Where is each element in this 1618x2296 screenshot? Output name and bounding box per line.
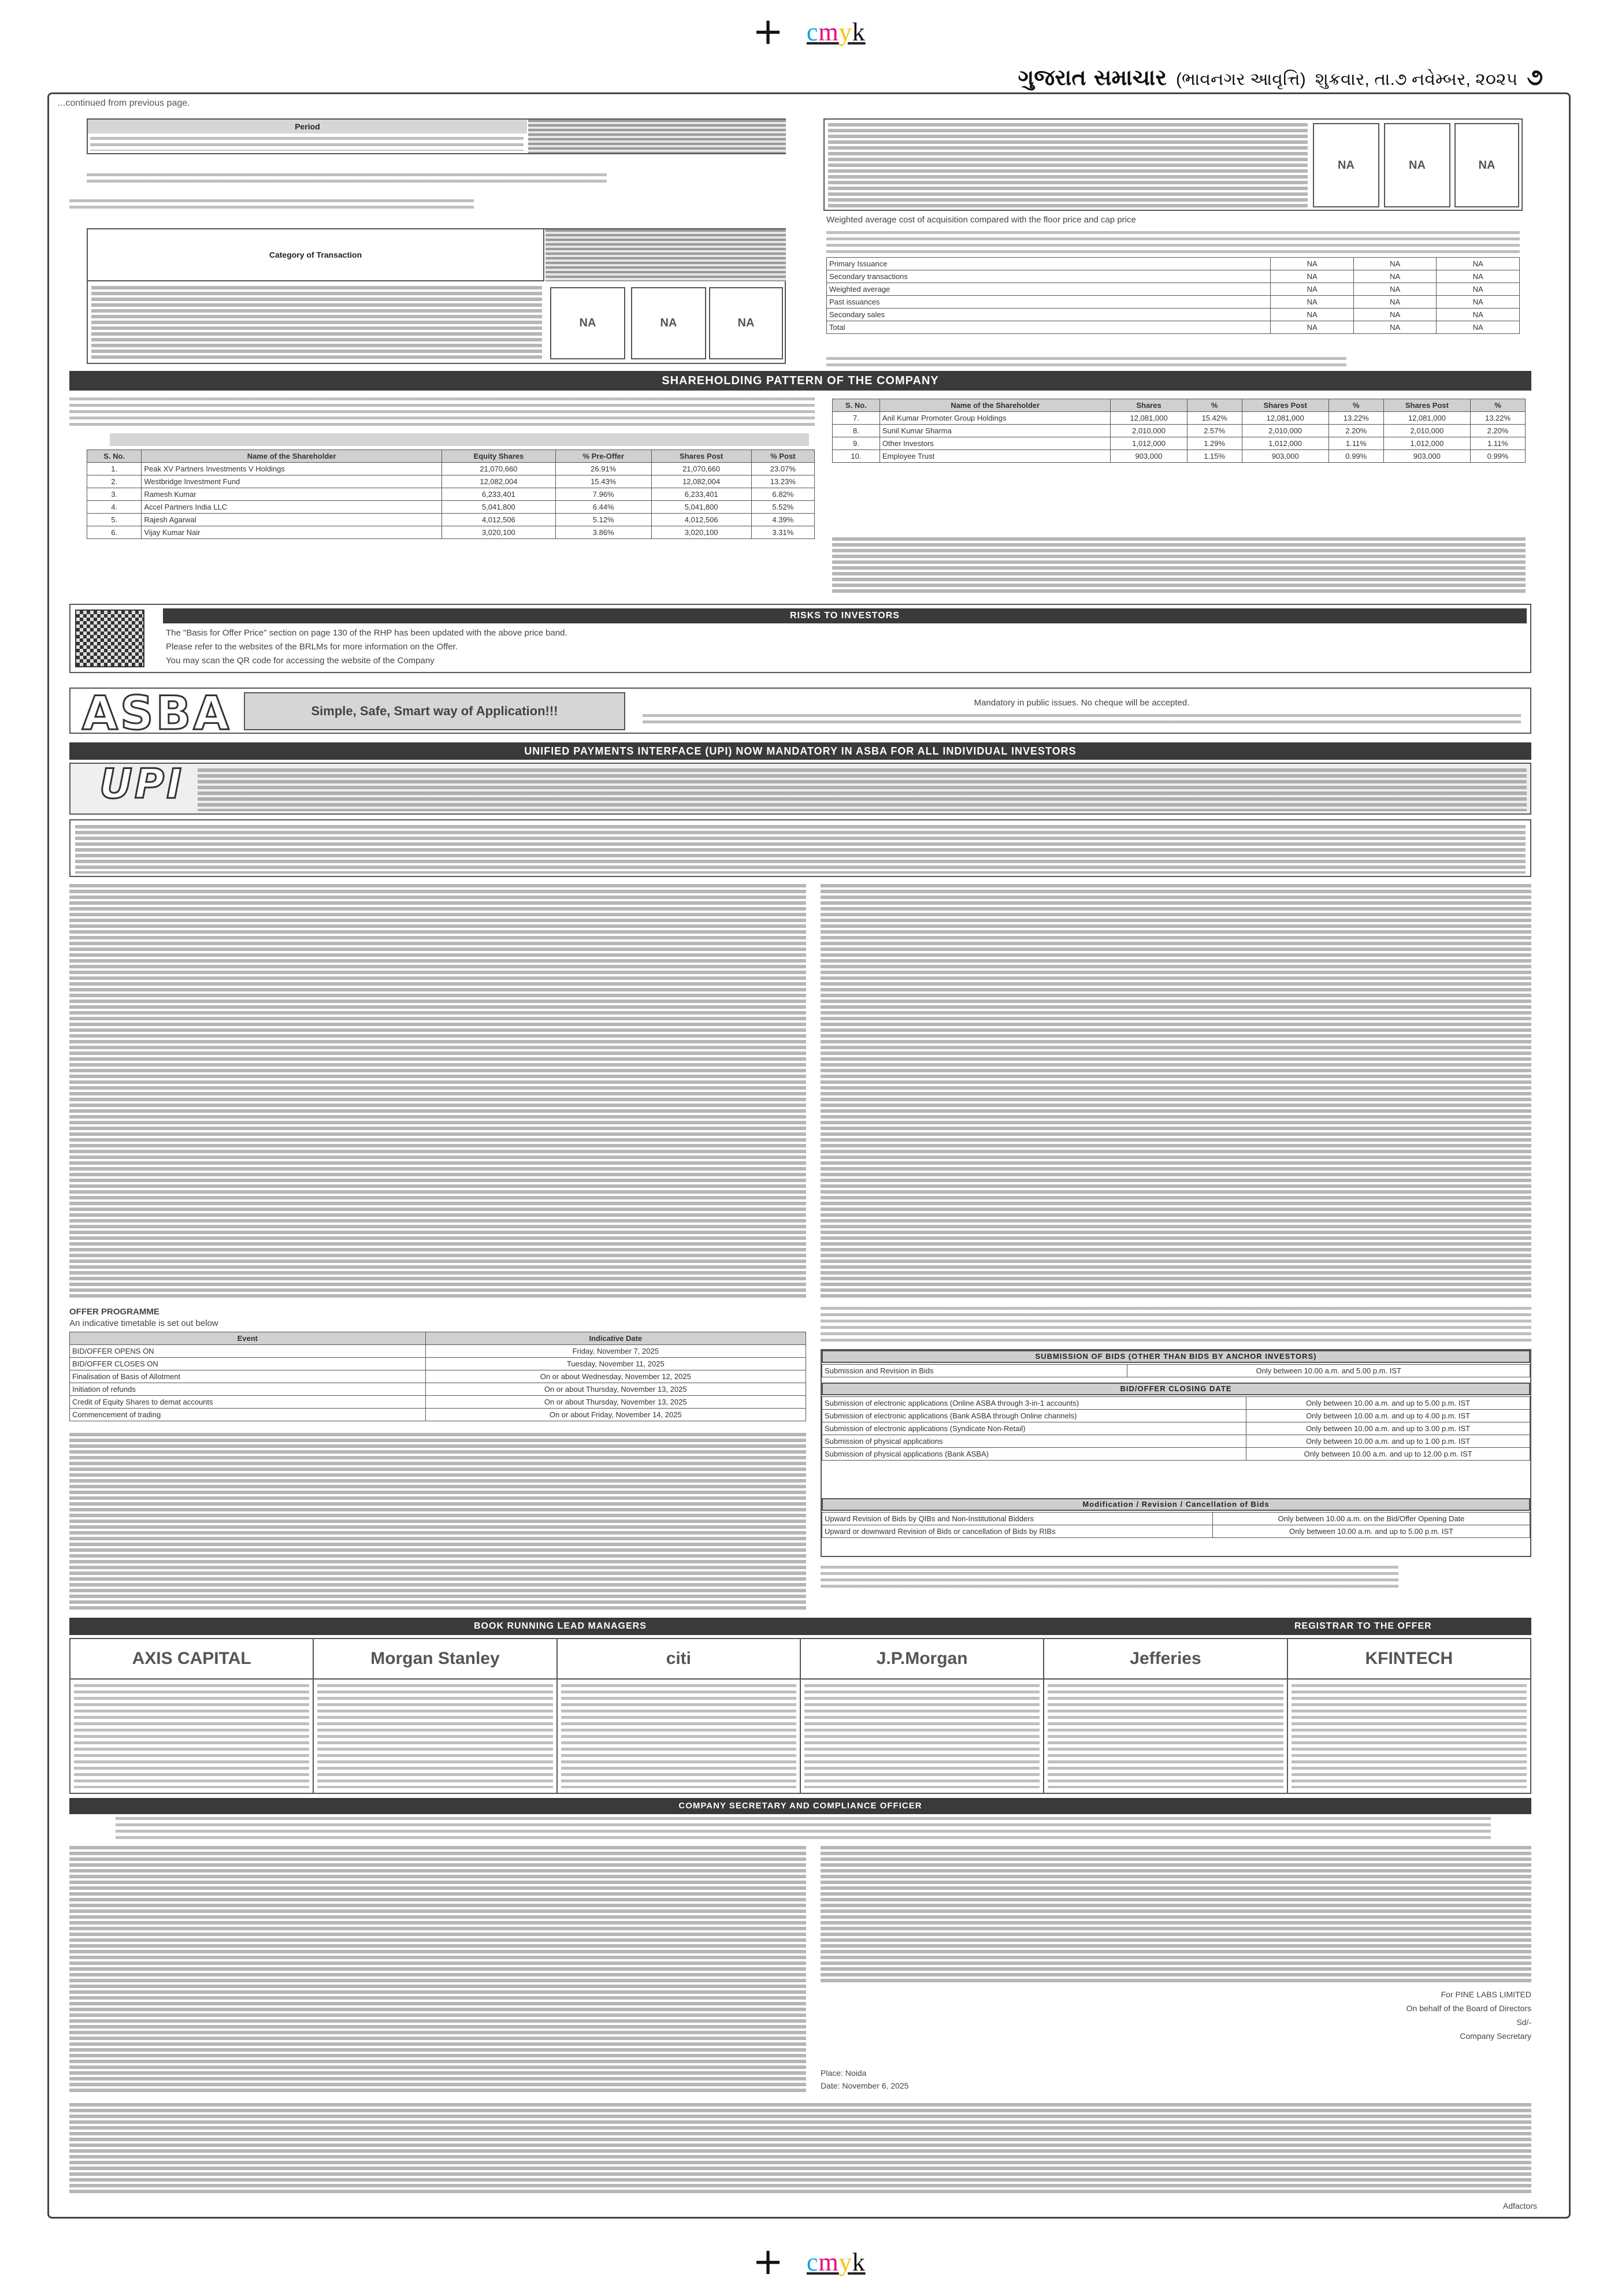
- page-number: ૭: [1527, 65, 1543, 90]
- table-cell: 21,070,660: [441, 463, 555, 475]
- table-cell: Total: [827, 321, 1271, 334]
- table-cell: 5.: [87, 514, 142, 526]
- table-row: [833, 450, 1526, 463]
- risk-line-2: Please refer to the websites of the BRLMs for more information on the Offer.: [166, 642, 458, 652]
- bid-schedule-head: SUBMISSION OF BIDS (OTHER THAN BIDS BY ANCHOR INVESTORS): [822, 1350, 1530, 1363]
- table-cell: Commencement of trading: [70, 1409, 426, 1421]
- column-header: %: [1328, 399, 1383, 412]
- column-header: S. No.: [833, 399, 880, 412]
- table-cell: Other Investors: [879, 437, 1110, 450]
- manager-logos: [70, 1639, 1530, 1680]
- table-cell: 21,070,660: [651, 463, 751, 475]
- table-cell: Only between 10.00 a.m. and up to 3.00 p.m. IST: [1246, 1422, 1530, 1435]
- table-cell: NA: [1353, 283, 1437, 296]
- table-cell: 3,020,100: [651, 526, 751, 539]
- table-cell: On or about Wednesday, November 12, 2025: [425, 1370, 806, 1383]
- table-cell: 6.: [87, 526, 142, 539]
- table-cell: Submission of physical applications: [822, 1435, 1246, 1448]
- table-cell: NA: [1437, 296, 1520, 309]
- table-row: [827, 296, 1520, 309]
- table-cell: Upward Revision of Bids by QIBs and Non-Institutional Bidders: [822, 1513, 1213, 1525]
- manager-logo: J.P.Morgan: [801, 1639, 1044, 1678]
- cmyk-mark: cmyk: [806, 17, 866, 46]
- table-cell: 13.22%: [1471, 412, 1526, 425]
- qr-code-icon: [75, 610, 144, 667]
- table-cell: 12,082,004: [651, 475, 751, 488]
- table-cell: NA: [1353, 296, 1437, 309]
- table-cell: Friday, November 7, 2025: [425, 1345, 806, 1358]
- table-cell: 26.91%: [555, 463, 651, 475]
- table-row: [87, 488, 815, 501]
- table-cell: Only between 10.00 a.m. and up to 5.00 p.m. IST: [1213, 1525, 1530, 1538]
- na-cell: NA: [1454, 123, 1519, 207]
- table-cell: Weighted average: [827, 283, 1271, 296]
- table-cell: Only between 10.00 a.m. and up to 1.00 p.m. IST: [1246, 1435, 1530, 1448]
- table-cell: NA: [1271, 283, 1354, 296]
- table-row: [827, 270, 1520, 283]
- registrar-title: REGISTRAR TO THE OFFER: [1294, 1621, 1432, 1631]
- table-cell: 6,233,401: [441, 488, 555, 501]
- risk-line-1: The "Basis for Offer Price" section on page 130 of the RHP has been updated with the above price band.: [166, 628, 567, 638]
- table-cell: Peak XV Partners Investments V Holdings: [142, 463, 442, 475]
- table-cell: NA: [1271, 321, 1354, 334]
- waca-box: [823, 118, 1523, 211]
- table-cell: Employee Trust: [879, 450, 1110, 463]
- table-cell: 9.: [833, 437, 880, 450]
- table-row: [70, 1345, 806, 1358]
- table-cell: Submission of electronic applications (Online ASBA through 3-in-1 accounts): [822, 1397, 1246, 1410]
- column-header: Shares Post: [1242, 399, 1328, 412]
- table-row: [822, 1422, 1530, 1435]
- table-cell: BID/OFFER OPENS ON: [70, 1345, 426, 1358]
- column-header: Name of the Shareholder: [879, 399, 1110, 412]
- manager-contact: [1288, 1680, 1530, 1793]
- table-row: [822, 1410, 1530, 1422]
- table-row: [827, 258, 1520, 270]
- table-cell: Tuesday, November 11, 2025: [425, 1358, 806, 1370]
- na-cell: NA: [709, 287, 783, 359]
- bid-footnotes: [821, 1566, 1398, 1589]
- table-cell: NA: [1353, 270, 1437, 283]
- manager-logo: KFINTECH: [1365, 1649, 1453, 1668]
- upi-box: [69, 760, 1531, 815]
- table-cell: Primary Issuance: [827, 258, 1271, 270]
- table-cell: Only between 10.00 a.m. and up to 12.00 p.m. IST: [1246, 1448, 1530, 1461]
- na-cell: NA: [550, 287, 625, 359]
- table-cell: 0.99%: [1471, 450, 1526, 463]
- registration-marks-bottom: [0, 2242, 1618, 2282]
- body-text-1: [87, 173, 607, 186]
- table-cell: 2.: [87, 475, 142, 488]
- table-cell: On or about Thursday, November 13, 2025: [425, 1396, 806, 1409]
- shareholding-banner: SHAREHOLDING PATTERN OF THE COMPANY: [69, 371, 1531, 391]
- table-row: [87, 463, 815, 475]
- asba-right-text: Mandatory in public issues. No cheque will be accepted.: [974, 698, 1190, 708]
- sign-name: Company Secretary: [1460, 2031, 1531, 2041]
- table-cell: 903,000: [1242, 450, 1328, 463]
- table-cell: 7.96%: [555, 488, 651, 501]
- table-cell: 15.42%: [1187, 412, 1242, 425]
- column-header: Shares Post: [651, 450, 751, 463]
- sign-for: For PINE LABS LIMITED: [1441, 1990, 1531, 1999]
- table-cell: Only between 10.00 a.m. and up to 4.00 p.m. IST: [1246, 1410, 1530, 1422]
- table-cell: 15.43%: [555, 475, 651, 488]
- table-cell: NA: [1437, 258, 1520, 270]
- manager-contact: [558, 1680, 801, 1793]
- table-cell: 3.: [87, 488, 142, 501]
- masthead: [1018, 65, 1543, 91]
- offer-program-subtitle: An indicative timetable is set out below: [69, 1318, 218, 1328]
- table-row: [833, 412, 1526, 425]
- table-row: [70, 1396, 806, 1409]
- shareholding-intro: [69, 397, 815, 429]
- table-row: [70, 1383, 806, 1396]
- table-cell: 2,010,000: [1383, 425, 1470, 437]
- table-cell: Submission and Revision in Bids: [822, 1365, 1127, 1377]
- bid-closing-head: BID/OFFER CLOSING DATE: [822, 1383, 1530, 1395]
- shareholding-table-right: [832, 399, 1526, 463]
- table-cell: 6.82%: [751, 488, 814, 501]
- table-cell: 5.52%: [751, 501, 814, 514]
- table-row: [87, 501, 815, 514]
- table-cell: Rajesh Agarwal: [142, 514, 442, 526]
- table-row: [70, 1370, 806, 1383]
- table-cell: 13.22%: [1328, 412, 1383, 425]
- body-text-2: [69, 199, 474, 212]
- table-cell: NA: [1437, 270, 1520, 283]
- manager-logo: Jefferies: [1044, 1639, 1287, 1678]
- table-cell: Sunil Kumar Sharma: [879, 425, 1110, 437]
- edition: (ભાવનગર આવૃત્તિ): [1176, 70, 1306, 89]
- table-cell: Submission of physical applications (Bank ASBA): [822, 1448, 1246, 1461]
- table-cell: Secondary transactions: [827, 270, 1271, 283]
- table-cell: 1,012,000: [1383, 437, 1470, 450]
- table-cell: NA: [1271, 296, 1354, 309]
- column-header: Indicative Date: [425, 1332, 806, 1345]
- cmyk-mark: cmyk: [806, 2247, 866, 2276]
- table-cell: Credit of Equity Shares to demat accounts: [70, 1396, 426, 1409]
- sign-on-behalf: On behalf of the Board of Directors: [1406, 2004, 1531, 2013]
- transaction-table: [87, 228, 786, 364]
- table-row: [70, 1409, 806, 1421]
- revision-head: Modification / Revision / Cancellation of Bids: [822, 1498, 1530, 1511]
- table-cell: 12,081,000: [1242, 412, 1328, 425]
- table-cell: 1.11%: [1471, 437, 1526, 450]
- table-row: [822, 1365, 1530, 1377]
- table-cell: 5,041,800: [651, 501, 751, 514]
- table-cell: NA: [1437, 309, 1520, 321]
- table-cell: 2,010,000: [1111, 425, 1187, 437]
- table-row: [822, 1435, 1530, 1448]
- continued-note: ...continued from previous page.: [58, 98, 190, 108]
- issue-date: શુક્રવાર, તા.૭ નવેમ્બર, ૨૦૨૫: [1315, 70, 1518, 89]
- table-cell: 23.07%: [751, 463, 814, 475]
- agency-credit: Adfactors: [1502, 2201, 1537, 2210]
- table-row: [822, 1525, 1530, 1538]
- table-cell: Only between 10.00 a.m. on the Bid/Offer Opening Date: [1213, 1513, 1530, 1525]
- table-cell: 2.20%: [1471, 425, 1526, 437]
- table-cell: NA: [1353, 309, 1437, 321]
- table-cell: Submission of electronic applications (Bank ASBA through Online channels): [822, 1410, 1246, 1422]
- table-row: [822, 1397, 1530, 1410]
- table-cell: NA: [1353, 321, 1437, 334]
- table-row: [87, 475, 815, 488]
- column-header: % Pre-Offer: [555, 450, 651, 463]
- waca-table: [826, 257, 1520, 334]
- sign-place: Place: Noida: [821, 2068, 867, 2078]
- na-cell: NA: [631, 287, 706, 359]
- table-cell: NA: [1353, 258, 1437, 270]
- table-cell: 2.20%: [1328, 425, 1383, 437]
- signature-block: [1271, 1987, 1531, 2043]
- paper-name: ગુજરાત સમાચાર: [1018, 65, 1167, 90]
- manager-contact: [314, 1680, 557, 1793]
- table-cell: 8.: [833, 425, 880, 437]
- table-cell: Only between 10.00 a.m. and 5.00 p.m. IST: [1127, 1365, 1530, 1377]
- na-cell: NA: [1313, 123, 1379, 207]
- table-row: [827, 309, 1520, 321]
- registration-marks-top: [0, 12, 1618, 52]
- asba-logo: ASBA: [82, 686, 232, 740]
- disclaimer-right: [821, 1846, 1531, 1985]
- table-cell: 1,012,000: [1111, 437, 1187, 450]
- table-cell: Accel Partners India LLC: [142, 501, 442, 514]
- table-cell: 0.99%: [1328, 450, 1383, 463]
- risk-line-3: You may scan the QR code for accessing the website of the Company: [166, 656, 435, 666]
- manager-contact: [801, 1680, 1044, 1793]
- column-header: Event: [70, 1332, 426, 1345]
- period-table: [87, 118, 786, 154]
- table-cell: Ramesh Kumar: [142, 488, 442, 501]
- upi-banner: UNIFIED PAYMENTS INTERFACE (UPI) NOW MANDATORY IN ASBA FOR ALL INDIVIDUAL INVESTORS: [69, 742, 1531, 760]
- risks-banner: RISKS TO INVESTORS: [163, 608, 1527, 623]
- table-cell: 3.31%: [751, 526, 814, 539]
- column-header: Shares: [1111, 399, 1187, 412]
- table-cell: Only between 10.00 a.m. and up to 5.00 p.m. IST: [1246, 1397, 1530, 1410]
- table-row: [833, 425, 1526, 437]
- table-cell: On or about Friday, November 14, 2025: [425, 1409, 806, 1421]
- table-cell: 1.15%: [1187, 450, 1242, 463]
- table-row: [87, 526, 815, 539]
- offer-program-title: OFFER PROGRAMME: [69, 1307, 159, 1317]
- column-header: %: [1187, 399, 1242, 412]
- sign-date: Date: November 6, 2025: [821, 2081, 909, 2090]
- table-cell: 4,012,506: [651, 514, 751, 526]
- table-cell: 2.57%: [1187, 425, 1242, 437]
- footer-disclaimer: [69, 2103, 1531, 2195]
- table-cell: 903,000: [1111, 450, 1187, 463]
- body-column-right: [821, 884, 1531, 1300]
- offer-program-notes: [69, 1433, 806, 1612]
- asba-box: [69, 686, 1531, 740]
- bid-schedule: [821, 1349, 1531, 1557]
- table-cell: 1,012,000: [1242, 437, 1328, 450]
- table-row: [70, 1358, 806, 1370]
- table-cell: 1.29%: [1187, 437, 1242, 450]
- table-cell: 7.: [833, 412, 880, 425]
- manager-logo: citi: [558, 1639, 801, 1678]
- table-cell: Initiation of refunds: [70, 1383, 426, 1396]
- table-cell: Upward or downward Revision of Bids or cancellation of Bids by RIBs: [822, 1525, 1213, 1538]
- table-cell: Submission of electronic applications (Syndicate Non-Retail): [822, 1422, 1246, 1435]
- column-header: % Post: [751, 450, 814, 463]
- risks-box: [69, 604, 1531, 673]
- managers-box: [69, 1638, 1531, 1794]
- manager-logo: Morgan Stanley: [314, 1639, 557, 1678]
- transaction-head: Category of Transaction: [88, 229, 544, 281]
- manager-contact: [1044, 1680, 1287, 1793]
- table-cell: 5.12%: [555, 514, 651, 526]
- column-header: Name of the Shareholder: [142, 450, 442, 463]
- period-head: Period: [88, 120, 527, 133]
- crop-cross-icon: +: [752, 2241, 784, 2283]
- disclaimer-left: [69, 1846, 806, 2094]
- table-row: [822, 1513, 1530, 1525]
- column-header: %: [1471, 399, 1526, 412]
- table-cell: 3.86%: [555, 526, 651, 539]
- table-cell: 2,010,000: [1242, 425, 1328, 437]
- company-secretary-banner: COMPANY SECRETARY AND COMPLIANCE OFFICER: [69, 1798, 1531, 1814]
- bid-intro: [821, 1307, 1531, 1342]
- table-row: [822, 1448, 1530, 1461]
- upi-instructions: [69, 819, 1531, 877]
- manager-logo: AXIS CAPITAL: [70, 1639, 314, 1678]
- table-cell: 5,041,800: [441, 501, 555, 514]
- table-cell: 4,012,506: [441, 514, 555, 526]
- table-cell: NA: [1271, 258, 1354, 270]
- table-cell: Finalisation of Basis of Allotment: [70, 1370, 426, 1383]
- table-cell: Secondary sales: [827, 309, 1271, 321]
- table-cell: 12,081,000: [1111, 412, 1187, 425]
- na-cell: NA: [1384, 123, 1450, 207]
- table-cell: 903,000: [1383, 450, 1470, 463]
- waca-note: Weighted average cost of acquisition compared with the floor price and cap price: [826, 215, 1136, 225]
- table-row: [827, 283, 1520, 296]
- table-cell: Westbridge Investment Fund: [142, 475, 442, 488]
- table-cell: 4.: [87, 501, 142, 514]
- table-cell: BID/OFFER CLOSES ON: [70, 1358, 426, 1370]
- brlm-banner: [69, 1618, 1531, 1635]
- crop-cross-icon: +: [752, 10, 784, 53]
- shareholding-table-left: [87, 449, 815, 539]
- body-column-left: [69, 884, 806, 1300]
- table-cell: 6,233,401: [651, 488, 751, 501]
- asba-tagline-box: [244, 692, 625, 730]
- table-cell: 10.: [833, 450, 880, 463]
- table-cell: On or about Thursday, November 13, 2025: [425, 1383, 806, 1396]
- table-cell: 4.39%: [751, 514, 814, 526]
- table-cell: 3,020,100: [441, 526, 555, 539]
- table-cell: 1.: [87, 463, 142, 475]
- column-header: S. No.: [87, 450, 142, 463]
- table-cell: NA: [1271, 270, 1354, 283]
- table-cell: Vijay Kumar Nair: [142, 526, 442, 539]
- company-secretary-text: [116, 1817, 1491, 1840]
- table-row: [827, 321, 1520, 334]
- offer-program-table: [69, 1332, 806, 1421]
- column-header: Equity Shares: [441, 450, 555, 463]
- table-cell: NA: [1271, 309, 1354, 321]
- table-row: [87, 514, 815, 526]
- brlm-title: BOOK RUNNING LEAD MANAGERS: [474, 1621, 647, 1631]
- sign-sd: Sd/-: [1516, 2018, 1531, 2027]
- column-header: Shares Post: [1383, 399, 1470, 412]
- table-cell: NA: [1437, 321, 1520, 334]
- table-cell: Past issuances: [827, 296, 1271, 309]
- manager-contact: [70, 1680, 314, 1793]
- table-cell: 12,082,004: [441, 475, 555, 488]
- table-cell: 6.44%: [555, 501, 651, 514]
- asba-tagline: Simple, Safe, Smart way of Application!!!: [311, 704, 558, 718]
- upi-logo: UPI: [99, 760, 184, 808]
- table-row: [833, 437, 1526, 450]
- table-cell: Anil Kumar Promoter Group Holdings: [879, 412, 1110, 425]
- table-cell: 1.11%: [1328, 437, 1383, 450]
- table-cell: NA: [1437, 283, 1520, 296]
- table-cell: 12,081,000: [1383, 412, 1470, 425]
- table-cell: 13.23%: [751, 475, 814, 488]
